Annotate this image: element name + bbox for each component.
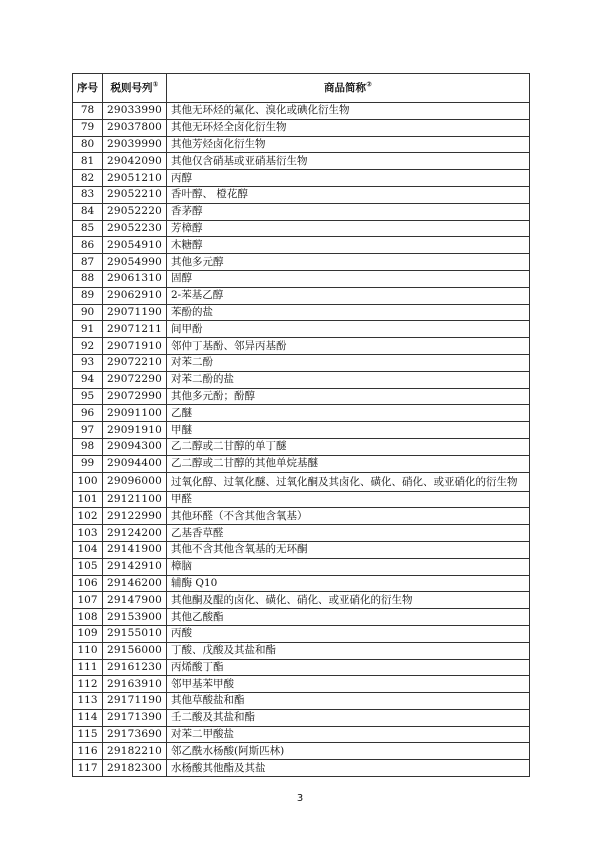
row-code-cell: 29124200 — [103, 525, 167, 542]
row-name-cell: 其他无环烃全卤化衍生物 — [167, 119, 530, 136]
row-name-cell: 其他不含其他含氧基的无环酮 — [167, 541, 530, 558]
table-row — [73, 472, 530, 491]
row-code-cell: 29042090 — [103, 153, 167, 170]
table-row — [73, 525, 530, 542]
row-code-cell: 29039990 — [103, 136, 167, 153]
table-row — [73, 354, 530, 371]
row-name-cell: 丙酸 — [167, 625, 530, 642]
row-name-cell: 邻仲丁基酚、邻异丙基酚 — [167, 338, 530, 355]
row-seq-cell: 85 — [73, 220, 103, 237]
row-name-cell: 其他芳烃卤化衍生物 — [167, 136, 530, 153]
table-row — [73, 136, 530, 153]
row-name-cell: 香叶醇、 橙花醇 — [167, 186, 530, 203]
header-seq — [73, 74, 103, 103]
table-row — [73, 592, 530, 609]
row-name-cell: 2-苯基乙醇 — [167, 287, 530, 304]
row-name-cell: 木糖醇 — [167, 237, 530, 254]
header-seq-label: 序号 — [77, 81, 98, 94]
table-row — [73, 455, 530, 472]
row-code-cell: 29146200 — [103, 575, 167, 592]
row-seq-cell: 105 — [73, 558, 103, 575]
page-number: 3 — [296, 793, 304, 804]
row-code-cell: 29052220 — [103, 203, 167, 220]
table-row — [73, 220, 530, 237]
row-name-cell: 其他酮及醌的卤化、磺化、硝化、或亚硝化的衍生物 — [167, 592, 530, 609]
row-seq-cell: 114 — [73, 709, 103, 726]
row-name-cell: 芳樟醇 — [167, 220, 530, 237]
row-seq-cell: 97 — [73, 422, 103, 439]
row-code-cell: 29071211 — [103, 321, 167, 338]
row-code-cell: 29033990 — [103, 103, 167, 120]
table-row — [73, 304, 530, 321]
row-code-cell: 29072210 — [103, 354, 167, 371]
tariff-table — [72, 73, 530, 777]
table-row — [73, 422, 530, 439]
table-row — [73, 170, 530, 187]
row-seq-cell: 79 — [73, 119, 103, 136]
row-seq-cell: 107 — [73, 592, 103, 609]
table-row — [73, 371, 530, 388]
row-code-cell: 29155010 — [103, 625, 167, 642]
table-row — [73, 338, 530, 355]
row-name-cell: 对苯二甲酸盐 — [167, 726, 530, 743]
row-code-cell: 29182210 — [103, 743, 167, 760]
row-code-cell: 29037800 — [103, 119, 167, 136]
row-name-cell: 对苯二酚的盐 — [167, 371, 530, 388]
table-row — [73, 508, 530, 525]
row-name-cell: 间甲酚 — [167, 321, 530, 338]
row-seq-cell: 86 — [73, 237, 103, 254]
row-seq-cell: 106 — [73, 575, 103, 592]
row-name-cell: 邻乙酰水杨酸(阿斯匹林) — [167, 743, 530, 760]
row-code-cell: 29173690 — [103, 726, 167, 743]
table-row — [73, 103, 530, 120]
table-row — [73, 321, 530, 338]
row-code-cell: 29091910 — [103, 422, 167, 439]
row-name-cell: 丁酸、戊酸及其盐和酯 — [167, 642, 530, 659]
row-seq-cell: 99 — [73, 455, 103, 472]
row-code-cell: 29071910 — [103, 338, 167, 355]
row-code-cell: 29153900 — [103, 609, 167, 626]
row-name-cell: 香茅醇 — [167, 203, 530, 220]
row-name-cell: 其他环醛（不含其他含氧基） — [167, 508, 530, 525]
table-row — [73, 575, 530, 592]
row-code-cell: 29052210 — [103, 186, 167, 203]
row-code-cell: 29121100 — [103, 491, 167, 508]
row-code-cell: 29161230 — [103, 659, 167, 676]
row-code-cell: 29163910 — [103, 676, 167, 693]
header-code-label: 税则号列 — [110, 81, 153, 94]
header-name-footnote-mark: ② — [366, 80, 372, 88]
table-row — [73, 438, 530, 455]
row-code-cell: 29051210 — [103, 170, 167, 187]
row-seq-cell: 81 — [73, 153, 103, 170]
row-name-cell: 苯酚的盐 — [167, 304, 530, 321]
row-code-cell: 29171190 — [103, 693, 167, 710]
row-seq-cell: 92 — [73, 338, 103, 355]
row-code-cell: 29147900 — [103, 592, 167, 609]
row-name-cell: 其他无环烃的氟化、溴化或碘化衍生物 — [167, 103, 530, 120]
row-code-cell: 29072990 — [103, 388, 167, 405]
row-code-cell: 29052230 — [103, 220, 167, 237]
row-seq-cell: 95 — [73, 388, 103, 405]
table-row — [73, 405, 530, 422]
table-row — [73, 609, 530, 626]
table-row — [73, 203, 530, 220]
header-name — [167, 74, 530, 103]
table-row — [73, 676, 530, 693]
table-row — [73, 388, 530, 405]
table-row — [73, 642, 530, 659]
row-seq-cell: 103 — [73, 525, 103, 542]
row-code-cell: 29091100 — [103, 405, 167, 422]
row-seq-cell: 110 — [73, 642, 103, 659]
row-seq-cell: 78 — [73, 103, 103, 120]
table-body — [73, 103, 530, 777]
row-code-cell: 29156000 — [103, 642, 167, 659]
row-name-cell: 水杨酸其他酯及其盐 — [167, 760, 530, 777]
table-row — [73, 709, 530, 726]
row-seq-cell: 116 — [73, 743, 103, 760]
row-code-cell: 29141900 — [103, 541, 167, 558]
row-code-cell: 29072290 — [103, 371, 167, 388]
row-code-cell: 29094300 — [103, 438, 167, 455]
table-row — [73, 153, 530, 170]
row-seq-cell: 113 — [73, 693, 103, 710]
row-name-cell: 乙基香草醛 — [167, 525, 530, 542]
row-code-cell: 29122990 — [103, 508, 167, 525]
header-code-footnote-mark: ① — [152, 80, 159, 88]
row-seq-cell: 109 — [73, 625, 103, 642]
row-seq-cell: 112 — [73, 676, 103, 693]
row-code-cell: 29062910 — [103, 287, 167, 304]
row-seq-cell: 84 — [73, 203, 103, 220]
row-code-cell: 29071190 — [103, 304, 167, 321]
row-seq-cell: 101 — [73, 491, 103, 508]
row-seq-cell: 83 — [73, 186, 103, 203]
table-row — [73, 541, 530, 558]
table-row — [73, 726, 530, 743]
row-seq-cell: 88 — [73, 270, 103, 287]
row-seq-cell: 104 — [73, 541, 103, 558]
row-seq-cell: 100 — [73, 472, 103, 491]
row-name-cell: 樟脑 — [167, 558, 530, 575]
table-row — [73, 237, 530, 254]
table-row — [73, 743, 530, 760]
row-code-cell: 29182300 — [103, 760, 167, 777]
row-seq-cell: 93 — [73, 354, 103, 371]
header-name-label: 商品简称 — [324, 81, 367, 94]
row-seq-cell: 96 — [73, 405, 103, 422]
row-name-cell: 其他草酸盐和酯 — [167, 693, 530, 710]
row-name-cell: 过氧化醇、过氧化醚、过氧化酮及其卤化、磺化、硝化、或亚硝化的衍生物 — [167, 472, 530, 491]
table-row — [73, 760, 530, 777]
row-code-cell: 29094400 — [103, 455, 167, 472]
row-seq-cell: 111 — [73, 659, 103, 676]
row-code-cell: 29054910 — [103, 237, 167, 254]
row-code-cell: 29054990 — [103, 254, 167, 271]
row-seq-cell: 117 — [73, 760, 103, 777]
table-header-row — [73, 74, 530, 103]
table-row — [73, 491, 530, 508]
row-seq-cell: 82 — [73, 170, 103, 187]
table-row — [73, 119, 530, 136]
row-code-cell: 29142910 — [103, 558, 167, 575]
table-row — [73, 693, 530, 710]
table-row — [73, 558, 530, 575]
row-name-cell: 其他乙酸酯 — [167, 609, 530, 626]
row-seq-cell: 98 — [73, 438, 103, 455]
header-code — [103, 74, 167, 103]
row-name-cell: 辅酶 Q10 — [167, 575, 530, 592]
row-name-cell: 乙醚 — [167, 405, 530, 422]
row-name-cell: 固醇 — [167, 270, 530, 287]
table-row — [73, 186, 530, 203]
row-seq-cell: 115 — [73, 726, 103, 743]
row-name-cell: 乙二醇或二甘醇的其他单烷基醚 — [167, 455, 530, 472]
row-seq-cell: 102 — [73, 508, 103, 525]
row-name-cell: 甲醛 — [167, 491, 530, 508]
row-seq-cell: 89 — [73, 287, 103, 304]
row-name-cell: 其他多元酚；酚醇 — [167, 388, 530, 405]
row-name-cell: 丙烯酸丁酯 — [167, 659, 530, 676]
row-code-cell: 29096000 — [103, 472, 167, 491]
row-seq-cell: 94 — [73, 371, 103, 388]
row-name-cell: 丙醇 — [167, 170, 530, 187]
row-code-cell: 29171390 — [103, 709, 167, 726]
row-name-cell: 甲醚 — [167, 422, 530, 439]
row-seq-cell: 90 — [73, 304, 103, 321]
row-code-cell: 29061310 — [103, 270, 167, 287]
row-name-cell: 对苯二酚 — [167, 354, 530, 371]
table-row — [73, 270, 530, 287]
row-seq-cell: 91 — [73, 321, 103, 338]
table-row — [73, 287, 530, 304]
row-seq-cell: 108 — [73, 609, 103, 626]
row-name-cell: 其他多元醇 — [167, 254, 530, 271]
row-name-cell: 壬二酸及其盐和酯 — [167, 709, 530, 726]
table-row — [73, 625, 530, 642]
row-name-cell: 乙二醇或二甘醇的单丁醚 — [167, 438, 530, 455]
row-seq-cell: 87 — [73, 254, 103, 271]
row-name-cell: 其他仅含硝基或亚硝基衍生物 — [167, 153, 530, 170]
row-name-cell: 邻甲基苯甲酸 — [167, 676, 530, 693]
row-seq-cell: 80 — [73, 136, 103, 153]
table-row — [73, 254, 530, 271]
table-row — [73, 659, 530, 676]
